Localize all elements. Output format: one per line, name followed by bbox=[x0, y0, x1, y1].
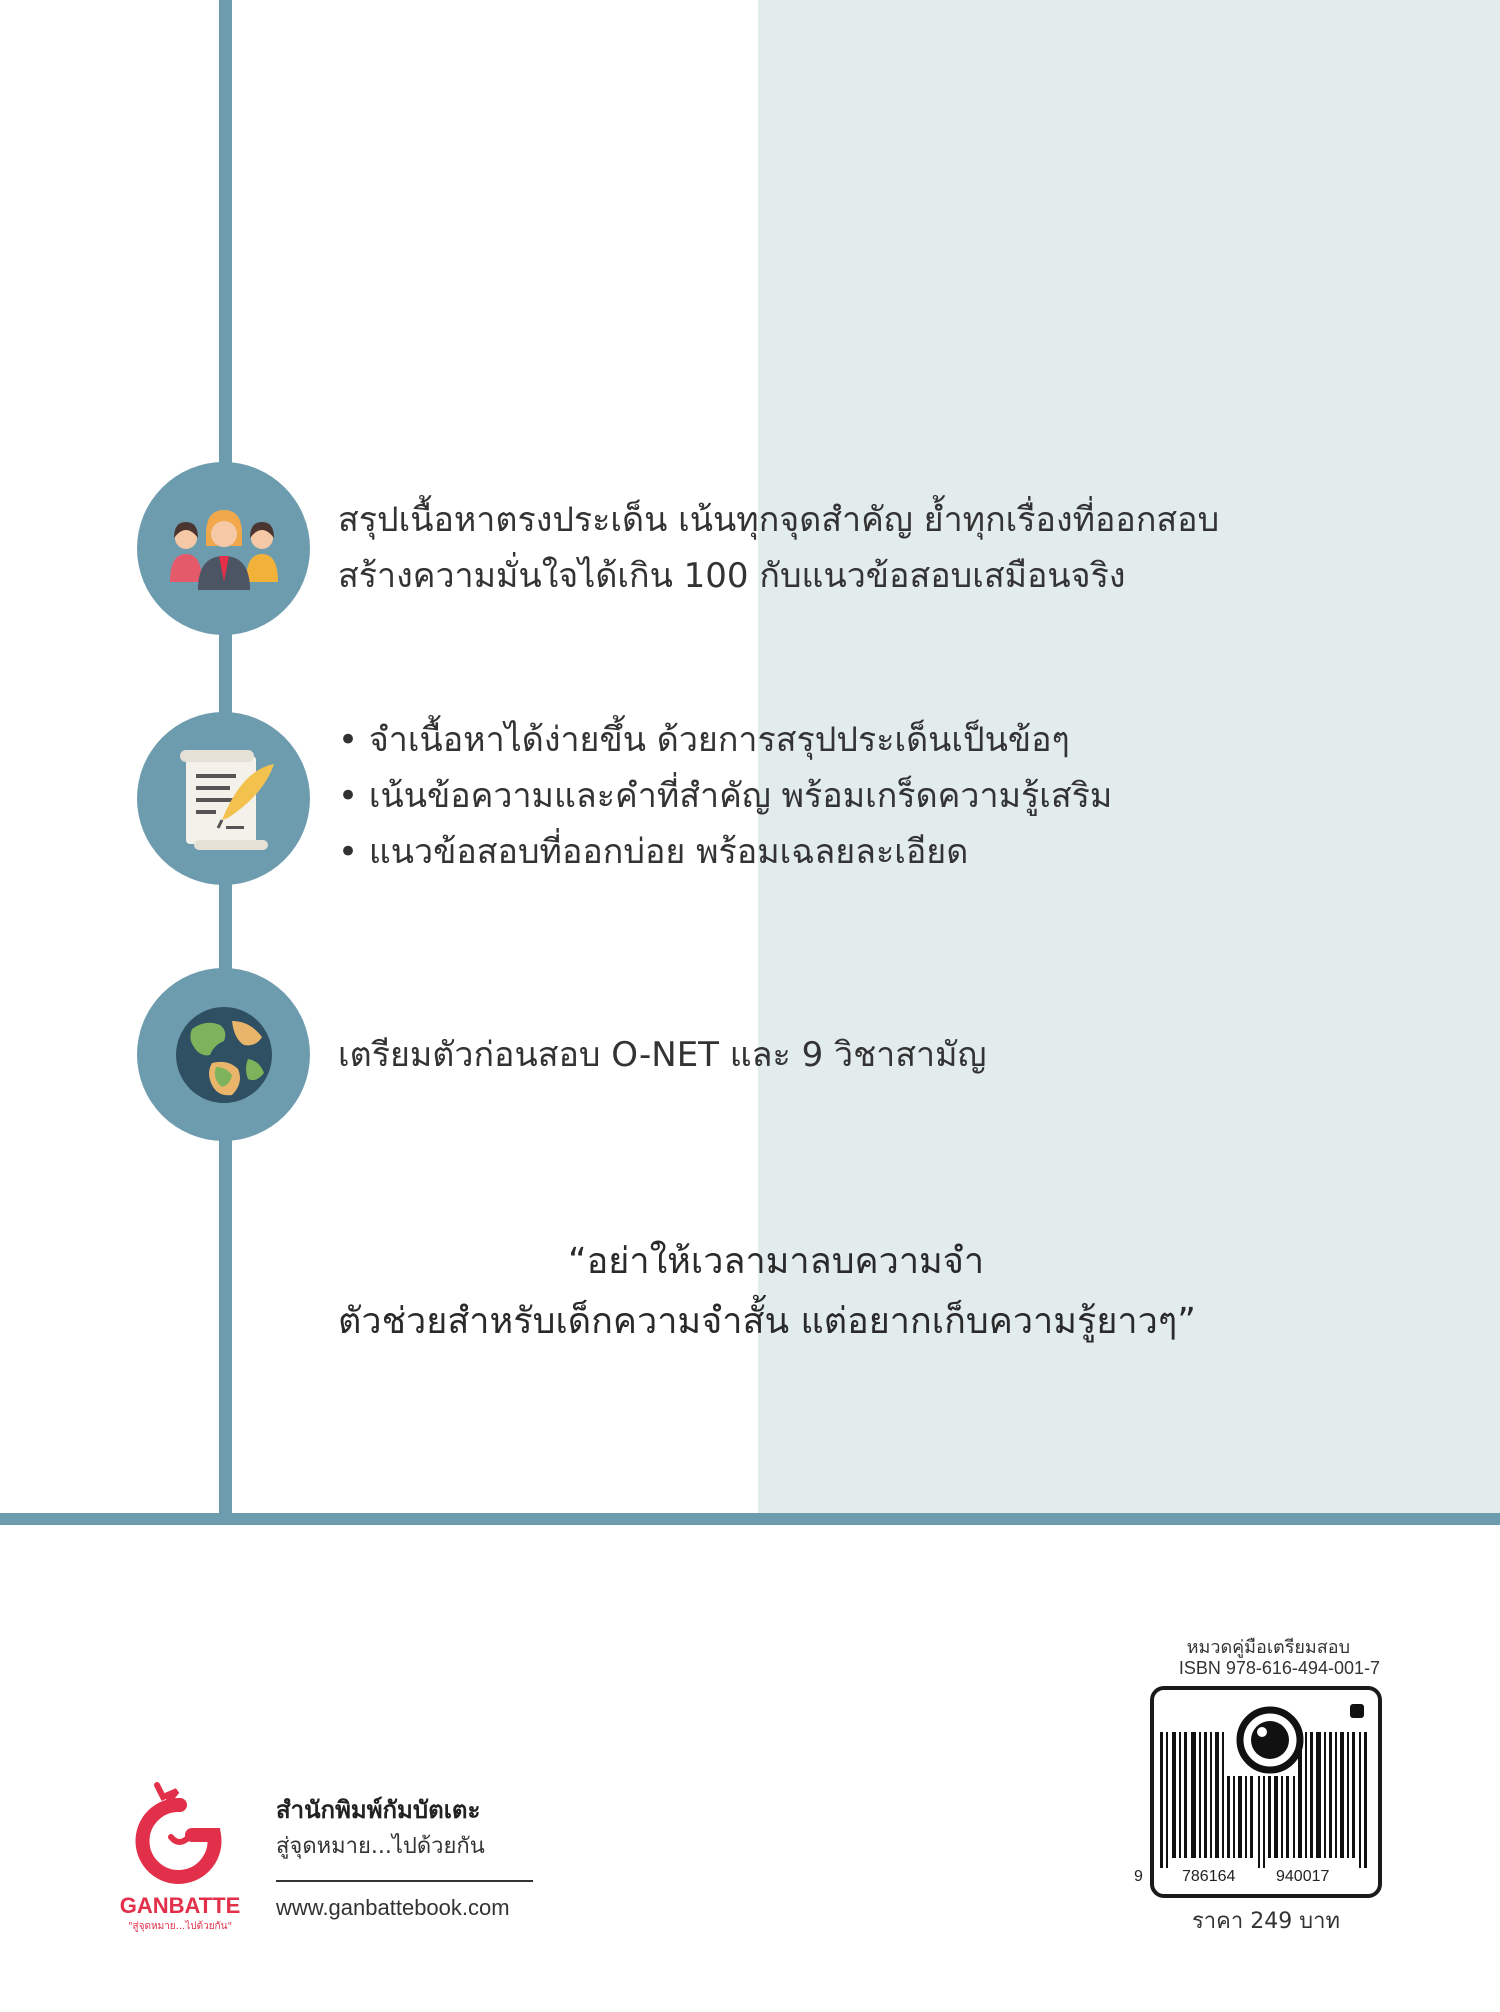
brand-name: GANBATTE bbox=[119, 1893, 241, 1918]
publisher-url: www.ganbattebook.com bbox=[276, 1895, 510, 1920]
quote bbox=[338, 1232, 1238, 1352]
feature-line: สรุปเนื้อหาตรงประเด็น เน้นทุกจุดสำคัญ ย้ำทุกเรื่องที่ออกสอบ bbox=[338, 500, 1220, 540]
scroll-quill-icon bbox=[137, 712, 310, 885]
barcode-digits-left: 786164 bbox=[1182, 1868, 1236, 1885]
feature-line: สร้างความมั่นใจได้เกิน 100 กับแนวข้อสอบเสมือนจริง bbox=[338, 556, 1126, 596]
publisher-name: สำนักพิมพ์กัมบัตเตะ bbox=[276, 1796, 481, 1824]
feature-line: • แนวข้อสอบที่ออกบ่อย พร้อมเฉลยละเอียด bbox=[338, 832, 969, 872]
quote-line-2: ตัวช่วยสำหรับเด็กความจำสั้น แต่อยากเก็บความรู้ยาวๆ” bbox=[338, 1301, 1196, 1342]
feature-line: • เน้นข้อความและคำที่สำคัญ พร้อมเกร็ดความรู้เสริม bbox=[338, 776, 1113, 816]
price: ราคา 249 บาท bbox=[1191, 1909, 1341, 1934]
feature-2-text bbox=[338, 712, 1112, 880]
barcode-digit-lead: 9 bbox=[1134, 1868, 1143, 1885]
feature-1-text bbox=[338, 492, 1219, 604]
barcode-digits-right: 940017 bbox=[1276, 1868, 1330, 1885]
brand-slogan: "สู่จุดหมาย...ไปด้วยกัน" bbox=[127, 1921, 233, 1932]
publisher-divider bbox=[276, 1880, 533, 1882]
quote-line-1: “อย่าให้เวลามาลบความจำ bbox=[568, 1241, 985, 1282]
globe-icon bbox=[137, 968, 310, 1141]
publisher-logo bbox=[105, 1775, 255, 1934]
horizontal-divider bbox=[0, 1513, 1500, 1525]
isbn-number: ISBN 978-616-494-001-7 bbox=[1178, 1658, 1380, 1678]
book-category: หมวดคู่มือเตรียมสอบ bbox=[1186, 1637, 1350, 1658]
publisher-slogan: สู่จุดหมาย...ไปด้วยกัน bbox=[276, 1834, 485, 1859]
feature-line: เตรียมตัวก่อนสอบ O-NET และ 9 วิชาสามัญ bbox=[338, 1035, 987, 1075]
feature-3-text bbox=[338, 1027, 987, 1083]
barcode bbox=[1134, 1686, 1382, 1898]
people-icon bbox=[137, 462, 310, 635]
feature-line: • จำเนื้อหาได้ง่ายขึ้น ด้วยการสรุปประเด็นเป็นข้อๆ bbox=[338, 720, 1070, 760]
